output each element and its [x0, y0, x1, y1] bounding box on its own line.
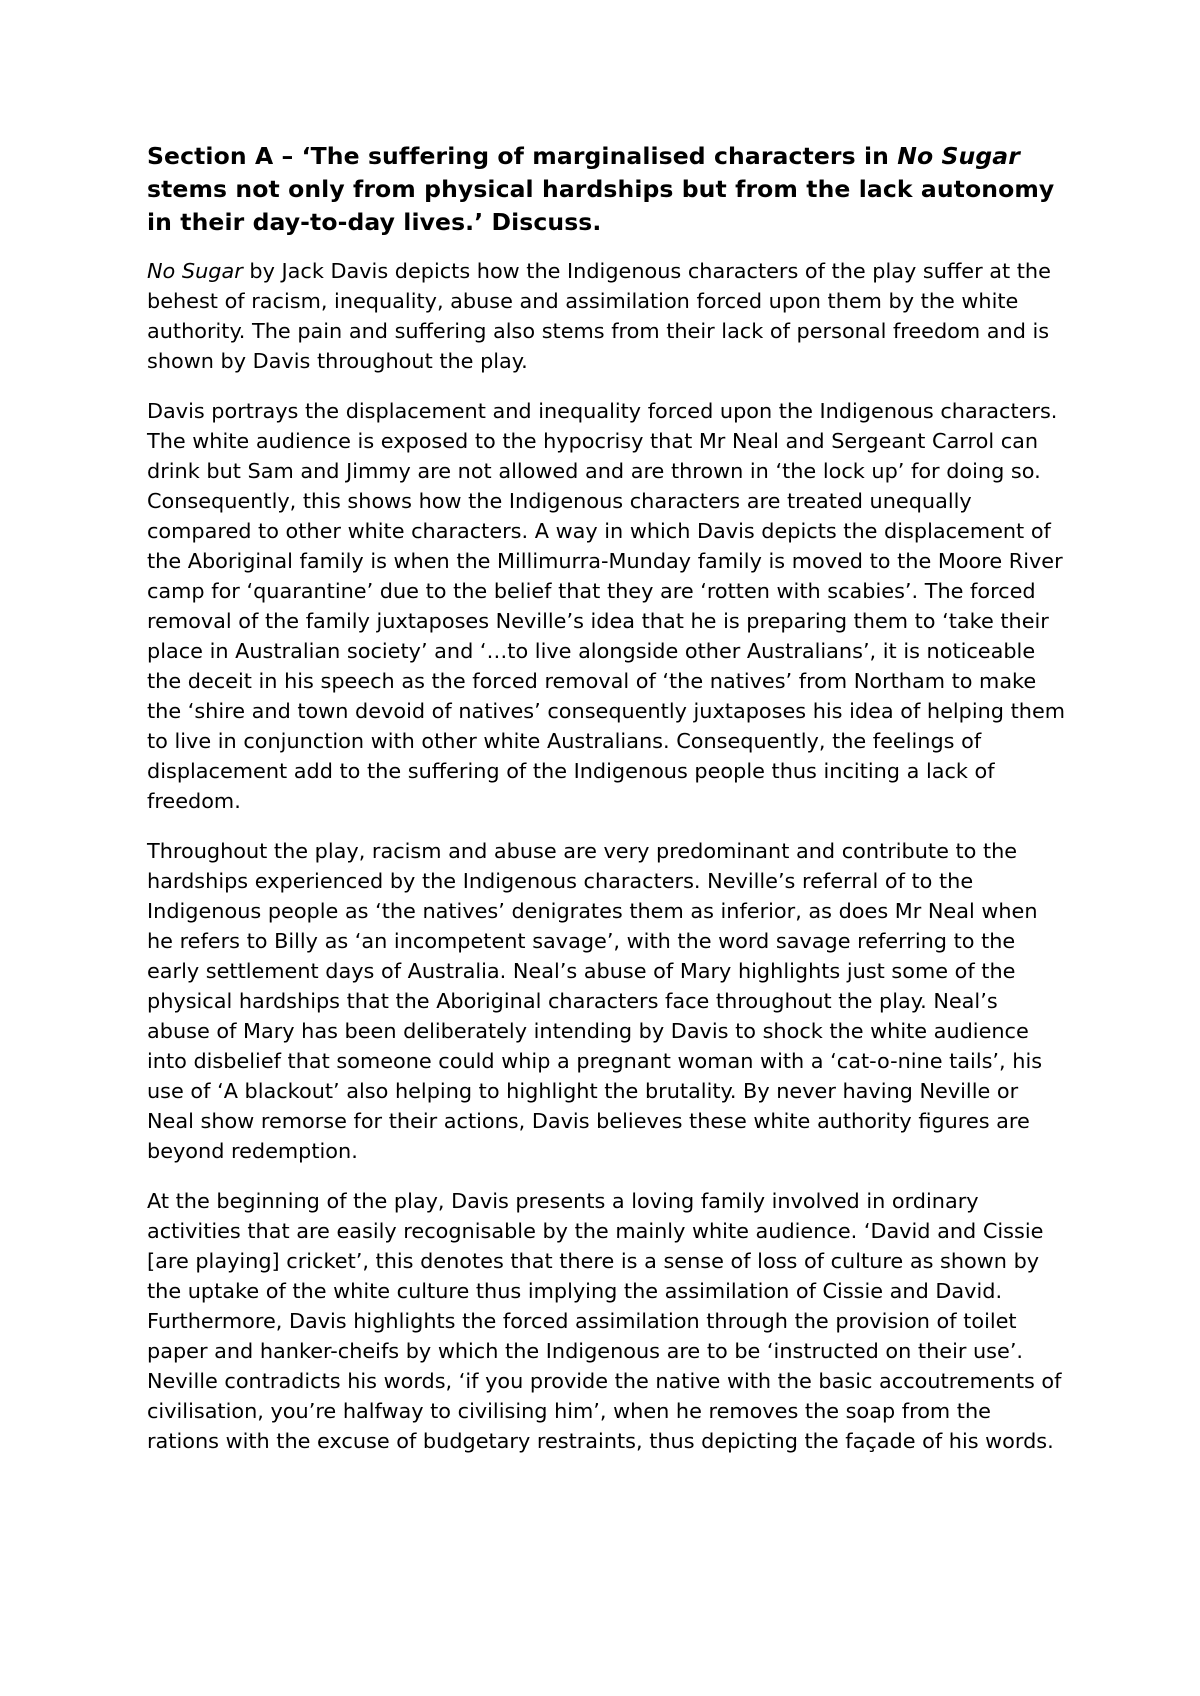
intro-title-italic: No Sugar	[147, 259, 243, 283]
essay-heading	[147, 140, 1067, 239]
body-paragraph-displacement: Davis portrays the displacement and inequality forced upon the Indigenous characters. The white audience is exposed to the hypocrisy that Mr Neal and Sergeant Carrol can drink but Sam and Jimmy are not allowed and are thrown in ‘the lock up’ for doing so. Consequently, this shows how the Indigenous characters are treated unequally compared to other white characters. A way in which Davis depicts the displacement of the Aboriginal family is when the Millimurra-Munday family is moved to the Moore River camp for ‘quarantine’ due to the belief that they are ‘rotten with scabies’. The forced removal of the family juxtaposes Neville’s idea that he is preparing them to ‘take their place in Australian society’ and ‘…to live alongside other Australians’, it is noticeable the deceit in his speech as the forced removal of ‘the natives’ from Northam to make the ‘shire and town devoid of natives’ consequently juxtaposes his idea of helping them to live in conjunction with other white Australians. Consequently, the feelings of displacement add to the suffering of the Indigenous people thus inciting a lack of freedom.	[147, 399, 1065, 813]
heading-text-start: Section A – ‘The suffering of marginalised characters in	[147, 142, 898, 170]
body-paragraph-assimilation: At the beginning of the play, Davis presents a loving family involved in ordinary activities that are easily recognisable by the mainly white audience. ‘David and Cissie [are playing] cricket’, this denotes that there is a sense of loss of culture as shown by the uptake of the white culture thus implying the assimilation of Cissie and David. Furthermore, Davis highlights the forced assimilation through the provision of toilet paper and hanker-cheifs by which the Indigenous are to be ‘instructed on their use’. Neville contradicts his words, ‘if you provide the native with the basic accoutrements of civilisation, you’re halfway to civilising him’, when he removes the soap from the rations with the excuse of budgetary restraints, thus depicting the façade of his words.	[147, 1189, 1062, 1453]
intro-text: by Jack Davis depicts how the Indigenous characters of the play suffer at the behest of racism, inequality, abuse and assimilation forced upon them by the white authority. The pain and suffering also stems from their lack of personal freedom and is shown by Davis throughout the play.	[147, 259, 1051, 373]
heading-title-italic: No Sugar	[897, 142, 1020, 170]
heading-text-end: stems not only from physical hardships but from the lack autonomy in their day-to-day lives.’ Discuss.	[147, 175, 1055, 236]
intro-paragraph	[147, 256, 1067, 376]
document-page	[147, 140, 1067, 1476]
body-paragraph-racism-abuse: Throughout the play, racism and abuse are very predominant and contribute to the hardships experienced by the Indigenous characters. Neville’s referral of to the Indigenous people as ‘the natives’ denigrates them as inferior, as does Mr Neal when he refers to Billy as ‘an incompetent savage’, with the word savage referring to the early settlement days of Australia. Neal’s abuse of Mary highlights just some of the physical hardships that the Aboriginal characters face throughout the play. Neal’s abuse of Mary has been deliberately intending by Davis to shock the white audience into disbelief that someone could whip a pregnant woman with a ‘cat-o-nine tails’, his use of ‘A blackout’ also helping to highlight the brutality. By never having Neville or Neal show remorse for their actions, Davis believes these white authority figures are beyond redemption.	[147, 839, 1043, 1163]
